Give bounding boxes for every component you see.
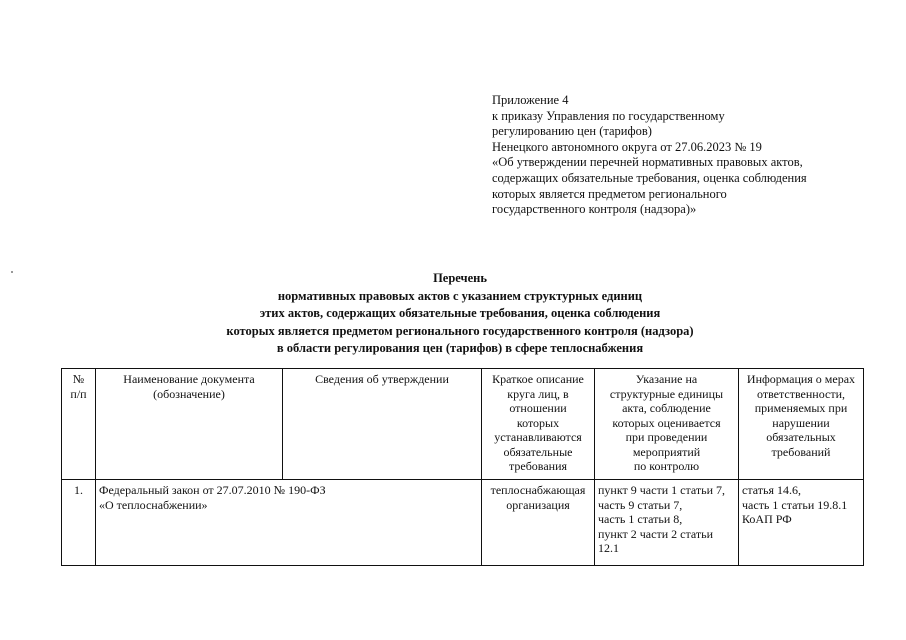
appendix-line: Приложение 4: [492, 93, 569, 107]
cell-persons: [482, 480, 595, 566]
cell-document-name: [96, 480, 482, 566]
cell-line: организация: [506, 497, 570, 512]
title-line: нормативных правовых актов с указанием структурных единиц: [277, 288, 643, 303]
appendix-header: [492, 93, 872, 218]
header-num: [62, 369, 96, 480]
header-structural-units: [595, 369, 739, 480]
header-line: обязательные: [503, 444, 573, 459]
header-line: Сведения об утверждении: [315, 372, 449, 386]
header-line: п/п: [70, 386, 87, 401]
header-line: требований: [771, 444, 831, 459]
header-line: Краткое описание: [492, 372, 584, 386]
header-line: по контролю: [633, 459, 700, 473]
header-line: которых: [516, 415, 560, 430]
header-line: (обозначение): [153, 386, 225, 401]
header-line: применяемых при: [754, 401, 848, 415]
header-line: нарушении: [772, 415, 830, 430]
appendix-line: Ненецкого автономного округа от 27.06.2023 № 19: [492, 139, 762, 154]
cell-line: пункт 9 части 1 статьи 7,: [598, 483, 725, 497]
header-line: Наименование документа: [123, 372, 255, 386]
cell-num: 1.: [62, 480, 96, 566]
title-line: этих актов, содержащих обязательные требования, оценка соблюдения: [259, 306, 661, 320]
header-document-name: [96, 369, 283, 480]
cell-structural-units: [595, 480, 739, 566]
cell-liability: [739, 480, 864, 566]
appendix-line: которых является предметом регионального: [492, 186, 727, 201]
appendix-line: к приказу Управления по государственному: [492, 108, 725, 123]
header-line: отношении: [509, 401, 567, 415]
header-line: мероприятий: [632, 444, 701, 459]
header-line: Указание на: [635, 372, 698, 386]
header-line: №: [72, 372, 85, 386]
title-line: Перечень: [433, 271, 487, 285]
cell-line: Федеральный закон от 27.07.2010 № 190-ФЗ: [99, 483, 326, 497]
acts-table: [61, 368, 864, 566]
header-line: устанавливаются: [494, 430, 582, 444]
cell-line: часть 9 статьи 7,: [598, 497, 683, 512]
header-line: Информация о мерах: [746, 372, 856, 386]
header-line: структурные единицы: [609, 386, 724, 401]
header-line: акта, соблюдение: [622, 401, 711, 415]
cell-line: часть 1 статьи 8,: [598, 512, 683, 526]
appendix-line: регулированию цен (тарифов): [492, 124, 652, 139]
document-title: [150, 270, 770, 358]
header-line: требования: [508, 459, 568, 473]
cell-line: пункт 2 части 2 статьи: [598, 526, 713, 541]
header-line: ответственности,: [756, 386, 846, 401]
appendix-line: содержащих обязательные требования, оценка соблюдения: [492, 170, 807, 185]
cell-line: 12.1: [598, 541, 619, 555]
header-line: которых оценивается: [612, 415, 721, 430]
header-approval-info: [283, 369, 482, 480]
cell-line: КоАП РФ: [742, 512, 792, 526]
cell-line: статья 14.6,: [742, 483, 801, 497]
table-header-row: [62, 369, 864, 480]
header-liability: [739, 369, 864, 480]
cell-line: теплоснабжающая: [490, 483, 586, 497]
cell-line: часть 1 статьи 19.8.1: [742, 497, 848, 512]
scan-speck: [11, 271, 13, 273]
title-line: в области регулирования цен (тарифов) в сфере теплоснабжения: [276, 341, 644, 355]
title-line: которых является предметом регионального государственного контроля (надзора): [226, 323, 694, 338]
cell-line: «О теплоснабжении»: [99, 497, 208, 512]
appendix-line: государственного контроля (надзора)»: [492, 202, 697, 217]
header-persons: [482, 369, 595, 480]
header-line: при проведении: [625, 430, 708, 444]
header-line: обязательных: [766, 430, 836, 444]
appendix-line: «Об утверждении перечней нормативных правовых актов,: [492, 155, 803, 170]
header-line: круга лиц, в: [507, 386, 569, 401]
table-row: [62, 480, 864, 566]
